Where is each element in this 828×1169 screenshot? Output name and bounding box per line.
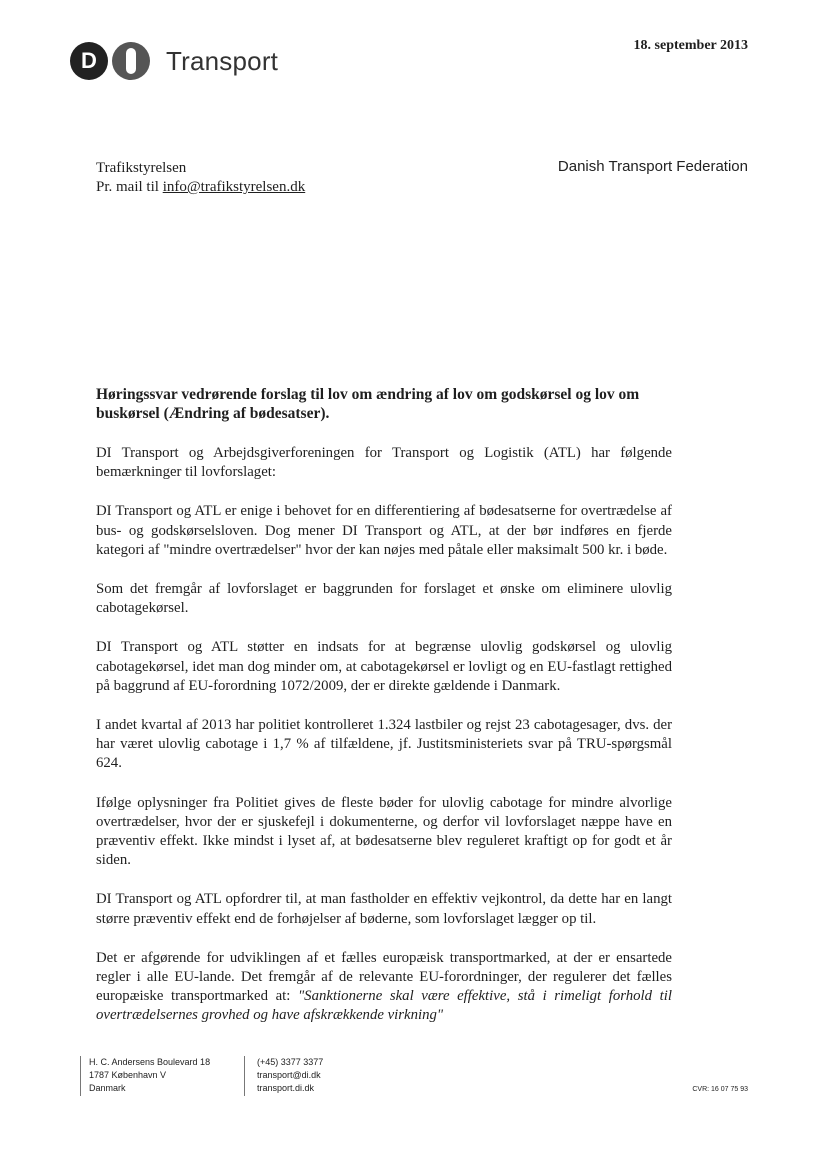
body-paragraph: I andet kvartal af 2013 har politiet kontrolleret 1.324 lastbiler og rejst 23 cabotagesager, dvs. der har været ulovlig cabotage i 1,7 % af tilfældene, jf. Justitsministeriets svar på TRU-spørgsmål 624. <box>96 717 672 772</box>
body-paragraph: Som det fremgår af lovforslaget er baggrunden for forslaget et ønske om eliminere ulovlig cabotagekørsel. <box>96 581 672 617</box>
footer-cvr: CVR: 16 07 75 93 <box>692 1086 748 1093</box>
letter-body <box>96 385 672 1046</box>
body-paragraph: DI Transport og ATL er enige i behovet for en differentiering af bødesatserne for overtrædelse af bus- og godskørselsloven. Dog mener DI Transport og ATL, at der bør indføres en fjerde kategori af "mindre overtrædelser" hvor der kan nøjes med påtale eller maksimalt 500 kr. i bøde. <box>96 503 672 558</box>
body-paragraph: DI Transport og ATL støtter en indsats for at begrænse ulovlig godskørsel og ulovlig cabotagekørsel, idet man dog minder om, at cabotagekørsel er lovligt og en EU-fastlagt rettighed på baggrund af EU-forordning 1072/2009, der er direkte gældende i Danmark. <box>96 639 672 694</box>
letter-subject: Høringssvar vedrørende forslag til lov om ændring af lov om godskørsel og lov om buskørsel (Ændring af bødesatser). <box>96 386 640 422</box>
footer-address <box>80 1056 210 1096</box>
logo-i-circle <box>112 42 150 80</box>
page-footer <box>80 1056 748 1096</box>
di-transport-logo <box>70 42 278 80</box>
letter-date: 18. september 2013 <box>633 38 748 53</box>
logo-text: Transport <box>166 45 279 76</box>
eu-regulation-quote: "Sanktionerne skal være effektive, stå i rimeligt forhold til overtrædelsernes grovhed og have afskrækkende virkning" <box>96 988 672 1024</box>
recipient-block <box>96 159 305 197</box>
recipient-mail-line <box>96 178 305 197</box>
recipient-email-link[interactable]: info@trafikstyrelsen.dk <box>162 179 306 195</box>
body-paragraph: DI Transport og ATL opfordrer til, at man fastholder en effektiv vejkontrol, da dette har en langt større præventiv effekt end de forhøjelser af bøderne, som lovforslaget lægger op til. <box>96 891 672 927</box>
body-paragraph: Ifølge oplysninger fra Politiet gives de fleste bøder for ulovlig cabotage for mindre alvorlige overtrædelser, hvor der er sjuskefejl i dokumenterne, og derfor vil lovforslaget næppe have en præventiv effekt. Ikke mindst i lyset af, at bødesatserne blev reguleret kraftigt op for godt et år siden. <box>96 794 672 869</box>
body-paragraph: DI Transport og Arbejdsgiverforeningen for Transport og Logistik (ATL) har følgende bemærkninger til lovforslaget: <box>96 445 672 481</box>
mail-prefix: Pr. mail til <box>96 179 163 195</box>
logo-d-circle: D <box>70 42 108 80</box>
sender-organization: Danish Transport Federation <box>557 158 748 175</box>
footer-phone: (+45) 3377 3377 <box>257 1057 324 1067</box>
footer-address-line: H. C. Andersens Boulevard 18 <box>89 1057 211 1067</box>
footer-address-line: Danmark <box>89 1083 126 1093</box>
footer-address-line: 1787 København V <box>89 1070 167 1080</box>
footer-website[interactable]: transport.di.dk <box>257 1083 315 1093</box>
body-paragraph-final <box>96 949 672 1026</box>
final-paragraph-text: Det er afgørende for udviklingen af et fælles europæisk transportmarked, at der er ensartede regler i alle EU-lande. Det fremgår af de relevante EU-forordninger, der regulerer det fælles europæiske transportmarked at: <box>96 949 672 1005</box>
footer-contact <box>244 1056 323 1096</box>
footer-email[interactable]: transport@di.dk <box>257 1070 321 1080</box>
recipient-name: Trafikstyrelsen <box>96 160 187 176</box>
